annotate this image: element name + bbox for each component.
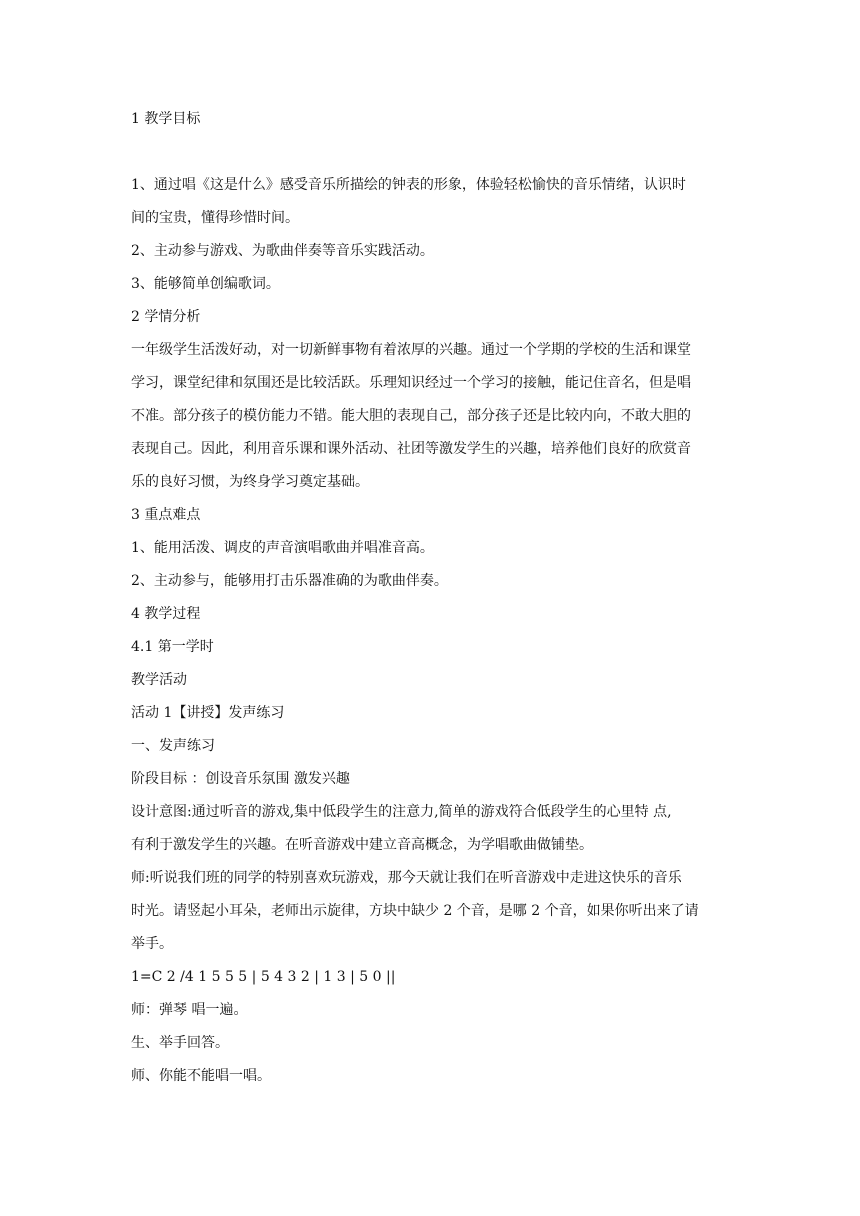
text-line: 不准。部分孩子的模仿能力不错。能大胆的表现自己，部分孩子还是比较内向，不敢大胆的 [131,408,691,424]
text-line: 生、举手回答。 [131,1035,229,1051]
section-heading: 1 教学目标 [131,111,201,127]
text-line: 时光。请竖起小耳朵，老师出示旋律，方块中缺少 2 个音，是哪 2 个音，如果你听出来了请 [131,903,699,919]
text-line: 2、主动参与，能够用打击乐器准确的为歌曲伴奏。 [131,573,448,589]
text-line: 有利于激发学生的兴趣。在听音游戏中建立音高概念，为学唱歌曲做铺垫。 [131,837,593,853]
text-line: 一年级学生活泼好动，对一切新鲜事物有着浓厚的兴趣。通过一个学期的学校的生活和课堂 [131,342,691,358]
music-notation-line: 1=C 2 /4 1 5 5 5 | 5 4 3 2 | 1 3 | 5 0 || [131,969,396,985]
text-line: 活动 1【讲授】发声练习 [131,705,285,721]
section-heading: 4 教学过程 [131,606,201,622]
text-line: 3、能够简单创编歌词。 [131,276,280,292]
text-line: 教学活动 [131,672,187,688]
text-line: 间的宝贵，懂得珍惜时间。 [131,210,299,226]
text-line: 学习，课堂纪律和氛围还是比较活跃。乐理知识经过一个学习的接触，能记住音名，但是唱 [131,375,691,391]
text-line: 1、通过唱《这是什么》感受音乐所描绘的钟表的形象，体验轻松愉快的音乐情绪，认识时 [131,177,686,193]
text-line: 表现自己。因此，利用音乐课和课外活动、社团等激发学生的兴趣，培养他们良好的欣赏音 [131,441,691,457]
text-line: 一、发声练习 [131,738,215,754]
section-heading: 3 重点难点 [131,507,201,523]
text-line: 1、能用活泼、调皮的声音演唱歌曲并唱准音高。 [131,540,434,556]
text-line: 师：弹琴 唱一遍。 [131,1002,248,1018]
text-line: 师:听说我们班的同学的特别喜欢玩游戏，那今天就让我们在听音游戏中走进这快乐的音乐 [131,870,682,886]
text-line: 举手。 [131,936,173,952]
text-line: 师、你能不能唱一唱。 [131,1068,271,1084]
text-line: 乐的良好习惯，为终身学习奠定基础。 [131,474,369,490]
section-heading: 2 学情分析 [131,309,201,325]
document-page [131,108,734,1093]
text-line: 阶段目标 ：创设音乐氛围 激发兴趣 [131,771,350,787]
subsection-heading: 4.1 第一学时 [131,639,214,655]
text-line: 设计意图:通过听音的游戏,集中低段学生的注意力,简单的游戏符合低段学生的心里特 点, [131,804,672,820]
text-line: 2、主动参与游戏、为歌曲伴奏等音乐实践活动。 [131,243,434,259]
